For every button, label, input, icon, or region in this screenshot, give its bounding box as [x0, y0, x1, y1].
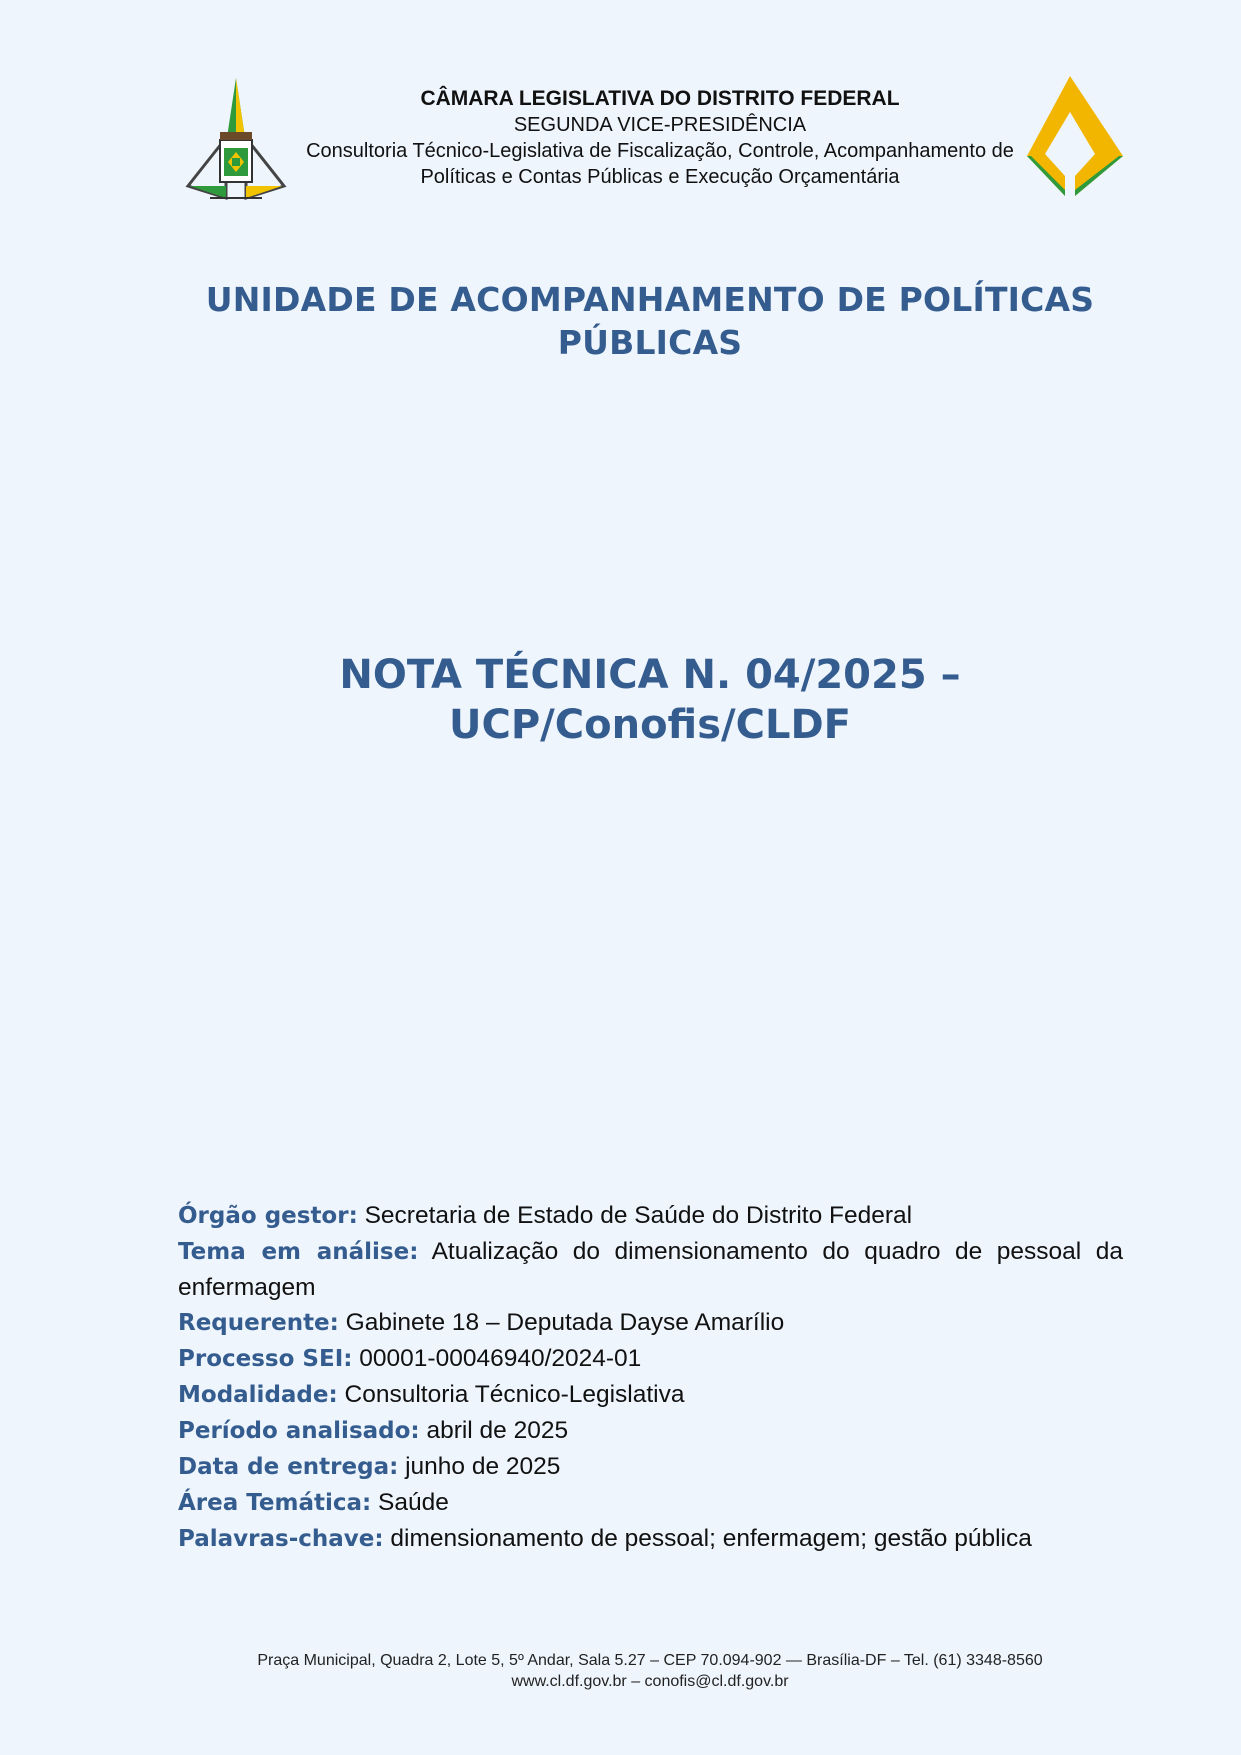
info-value: dimensionamento de pessoal; enfermagem; gestão pública: [390, 1525, 1032, 1552]
note-title-line-2: UCP/Conofis/CLDF: [449, 702, 851, 748]
info-label: Data de entrega:: [178, 1454, 399, 1480]
info-value: Atualização do dimensionamento do quadro de pessoal da enfermagem: [178, 1238, 1123, 1301]
consultoria-line-2: Políticas e Contas Públicas e Execução Orçamentária: [420, 166, 900, 188]
document-metadata: [178, 1198, 1123, 1557]
footer-address: Praça Municipal, Quadra 2, Lote 5, 5º Andar, Sala 5.27 – CEP 70.094-902 — Brasília-DF – Tel. (61) 3348-8560: [257, 1652, 1043, 1669]
info-row-requerente: [178, 1305, 1123, 1341]
document-footer: [200, 1650, 1100, 1692]
info-label: Área Temática:: [178, 1490, 372, 1516]
info-row-tema: [178, 1234, 1123, 1305]
info-label: Requerente:: [178, 1310, 339, 1336]
info-value: Consultoria Técnico-Legislativa: [344, 1381, 685, 1408]
info-label: Órgão gestor:: [178, 1203, 358, 1229]
info-label: Período analisado:: [178, 1418, 420, 1444]
division-name: SEGUNDA VICE-PRESIDÊNCIA: [513, 114, 807, 136]
conofis-chevron-logo: [1025, 74, 1125, 200]
unit-title: [150, 278, 1150, 364]
footer-contact: www.cl.df.gov.br – conofis@cl.df.gov.br: [511, 1673, 789, 1690]
unit-title-line-2: PÚBLICAS: [557, 323, 743, 362]
info-label: Processo SEI:: [178, 1346, 353, 1372]
info-label: Modalidade:: [178, 1382, 338, 1408]
cldf-emblem-logo: [180, 74, 292, 204]
info-row-periodo: [178, 1413, 1123, 1449]
info-row-data-entrega: [178, 1449, 1123, 1485]
info-row-area-tematica: [178, 1485, 1123, 1521]
note-title: [150, 650, 1150, 750]
info-value: Gabinete 18 – Deputada Dayse Amarílio: [345, 1309, 785, 1336]
info-value: abril de 2025: [426, 1417, 569, 1444]
info-row-modalidade: [178, 1377, 1123, 1413]
note-title-line-1: NOTA TÉCNICA N. 04/2025 –: [339, 652, 961, 698]
org-name: CÂMARA LEGISLATIVA DO DISTRITO FEDERAL: [420, 87, 900, 110]
info-value: Secretaria de Estado de Saúde do Distrito Federal: [364, 1202, 913, 1229]
info-value: 00001-00046940/2024-01: [359, 1345, 642, 1372]
info-value: junho de 2025: [405, 1453, 561, 1480]
consultoria-line-1: Consultoria Técnico-Legislativa de Fiscalização, Controle, Acompanhamento de: [306, 140, 1014, 162]
info-row-orgao-gestor: [178, 1198, 1123, 1234]
info-label: Palavras-chave:: [178, 1526, 384, 1552]
info-row-palavras-chave: [178, 1521, 1123, 1557]
info-label: Tema em análise:: [178, 1239, 419, 1265]
info-value: Saúde: [378, 1489, 449, 1516]
unit-title-line-1: UNIDADE DE ACOMPANHAMENTO DE POLÍTICAS: [205, 280, 1095, 319]
info-row-processo-sei: [178, 1341, 1123, 1377]
document-header: [290, 86, 1030, 190]
